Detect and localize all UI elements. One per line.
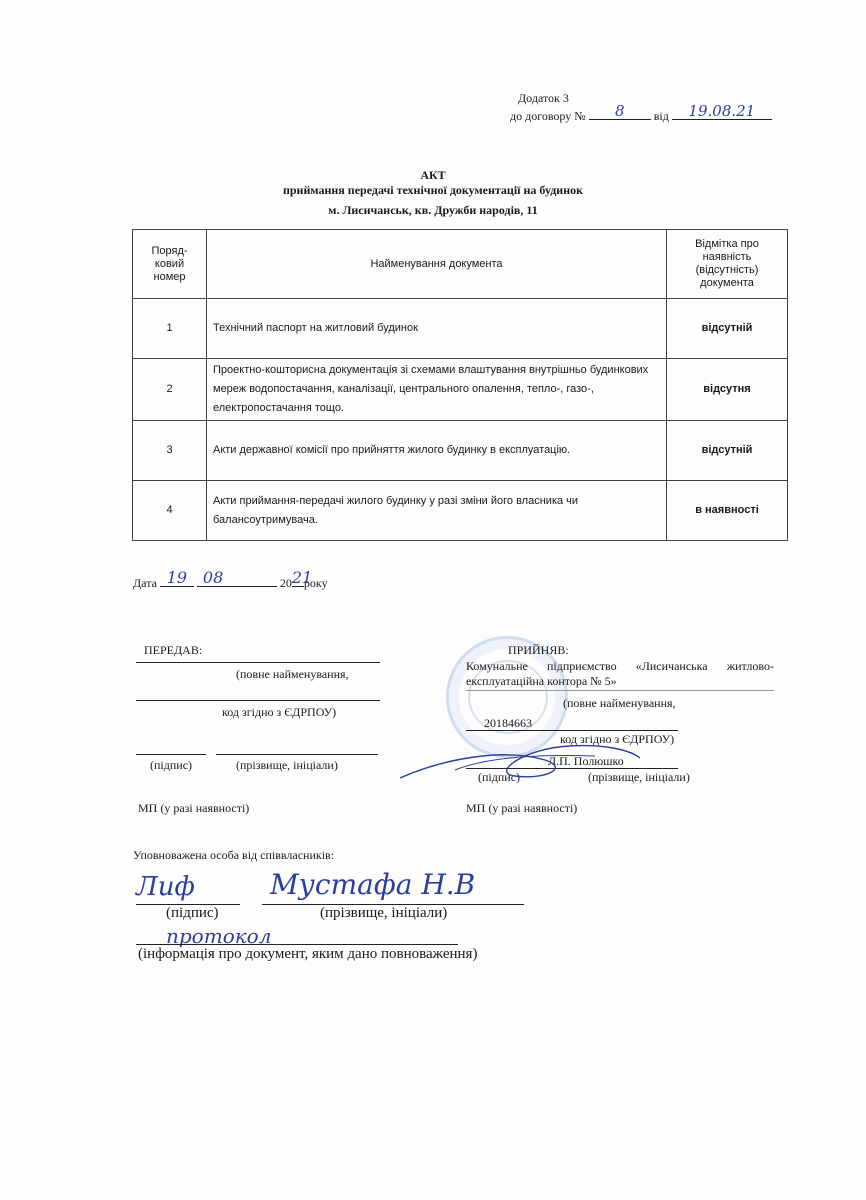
contract-reference [510,102,772,124]
contract-date: 19.08.21 [688,102,756,120]
date-prefix: від [653,109,669,123]
row-number: 3 [133,421,207,481]
transferred-signature-line [136,754,206,755]
row-document-name: Акти приймання-передачі жилого будинку у разі зміни його власника чи балансоутримувача. [207,481,667,541]
contract-prefix: до договору № [510,109,586,123]
authorized-surname-caption: (прізвище, ініціали) [320,905,448,921]
accepted-edrpou-value: 20184663 [484,716,532,730]
accepted-org-line1: Комунальне підприємство «Лисичанська житлово- [466,659,774,673]
row-number: 2 [133,359,207,421]
authorized-document-caption: (інформація про документ, яким дано повноваження) [138,946,478,962]
authorized-document-hand: протокол [166,924,272,948]
transferred-surname-caption: (прізвище, ініціали) [236,758,338,772]
accepted-signature-scribble [395,718,645,793]
authorized-document-line [136,944,458,945]
table-row [133,421,788,481]
contract-number-field [589,102,651,120]
appendix-header [510,90,772,124]
row-number: 4 [133,481,207,541]
accepted-signer: Л.П. Полюшко [548,754,624,768]
accepted-edrpou-caption: код згідно з ЄДРПОУ) [560,732,675,746]
transferred-surname-line [216,754,378,755]
accepted-org-line2: експлуатаційна контора № 5» [466,674,617,688]
contract-number: 8 [614,102,625,120]
transferred-name-line [136,662,380,663]
documents-table [132,229,788,541]
date-month: 08 [202,568,224,587]
accepted-seal: МП (у разі наявності) [466,801,578,815]
transferred-signature-caption: (підпис) [150,758,193,772]
transferred-name-caption: (повне найменування, [236,667,349,681]
row-status: відсутній [667,299,788,359]
accepted-name-line [466,690,774,691]
row-status: відсутній [667,421,788,481]
title-act: АКТ [420,168,446,182]
transferred-label: ПЕРЕДАВ: [144,643,203,657]
date-day-field [160,568,194,587]
accepted-name-caption: (повне найменування, [563,696,676,710]
table-row [133,299,788,359]
accepted-label: ПРИЙНЯВ: [508,643,569,657]
transferred-seal: МП (у разі наявності) [138,801,250,815]
header-number: Поряд- ковий номер [133,230,207,299]
date-month-field [197,568,277,587]
accepted-signature-caption: (підпис) [478,770,521,784]
date-year-field [291,568,313,587]
row-document-name: Акти державної комісії про прийняття жилого будинку в експлуатацію. [207,421,667,481]
building-address: м. Лисичанськ, кв. Дружби народів, 11 [328,203,538,217]
row-status: в наявності [667,481,788,541]
date-year: 21 [291,568,313,587]
row-document-name: Проектно-кошторисна документація зі схемами влаштування внутрішньо будинкових мереж водопостачання, каналізації, центрального опалення, тепло-, газо-, електропостачання тощо. [207,359,667,421]
table-row [133,359,788,421]
appendix-title: Додаток 3 [518,91,569,105]
document-title [0,168,866,218]
title-subject: приймання передачі технічної документації на будинок [282,183,584,197]
date-day: 19 [166,568,188,587]
header-document-name: Найменування документа [207,230,667,299]
transferred-edrpou-caption: код згідно з ЄДРПОУ) [222,705,337,719]
authorized-label: Уповноважена особа від співвласників: [133,848,335,862]
authorized-signature-hand: Лиф [136,872,195,902]
date-year-suffix: року [303,576,328,590]
act-date [133,568,328,591]
authorized-name-hand: Мустафа Н.В [270,868,476,901]
row-status: відсутня [667,359,788,421]
row-number: 1 [133,299,207,359]
authorized-signature-caption: (підпис) [166,905,219,921]
header-status: Відмітка про наявність (відсутність) документа [667,230,788,299]
contract-date-field [672,102,772,120]
signature-stroke [400,746,640,778]
row-document-name: Технічний паспорт на житловий будинок [207,299,667,359]
accepted-surname-caption: (прізвище, ініціали) [588,770,690,784]
signature-stroke [455,756,595,770]
table-header-row [133,230,788,299]
date-year-prefix: 20 [279,576,292,590]
date-label: Дата [133,576,157,590]
transferred-edrpou-line [136,700,380,701]
table-row [133,481,788,541]
